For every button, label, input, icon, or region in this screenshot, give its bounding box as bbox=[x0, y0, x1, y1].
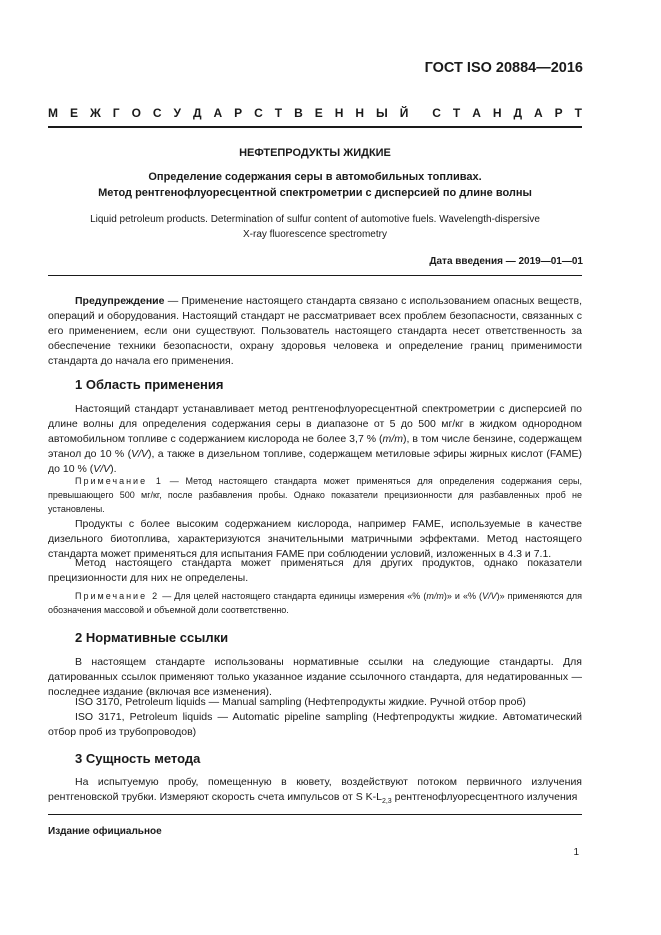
scope-paragraph-1 bbox=[48, 402, 582, 477]
header-rule bbox=[48, 126, 582, 128]
text-run: ), а также в дизельном топливе, содержащем метиловые эфиры жирных кислот (FAME) до 10 % ( bbox=[48, 448, 582, 475]
banner-letter: Т bbox=[574, 106, 582, 120]
section-1-heading: 1 Область применения bbox=[75, 377, 224, 392]
text-run: — Для целей настоящего стандарта единицы измерения «% ( bbox=[159, 591, 427, 601]
page-number: 1 bbox=[573, 847, 579, 858]
section-3-heading: 3 Сущность метода bbox=[75, 751, 201, 766]
unit-vv: V/V bbox=[93, 463, 111, 475]
interstate-standard-banner bbox=[48, 106, 582, 120]
banner-letter: Н bbox=[492, 106, 502, 120]
references-paragraph bbox=[48, 655, 582, 700]
footer-rule bbox=[48, 814, 582, 815]
banner-letter: Т bbox=[452, 106, 461, 120]
subscript: 2,3 bbox=[381, 798, 392, 806]
banner-letter: А bbox=[472, 106, 481, 120]
text-run: На испытуемую пробу, помещенную в кювету, воздействуют потоком первичного излучения рентгеновской трубки. Измеряют скорость счета импульсов от S K-L bbox=[48, 776, 582, 803]
text-run: )» и «% ( bbox=[443, 591, 483, 601]
banner-letter: С bbox=[254, 106, 263, 120]
note-1-text: — Метод настоящего стандарта может применяться для определения содержания серы, превышающего 500 мг/кг, после разбавления пробы. Однако показатели прецизионности для разбавленных проб не установлены. bbox=[48, 476, 582, 514]
scope-paragraph-3 bbox=[48, 556, 582, 586]
banner-letter: С bbox=[432, 106, 441, 120]
banner-letter: А bbox=[534, 106, 543, 120]
banner-letter: Р bbox=[234, 106, 243, 120]
banner-letter: Р bbox=[554, 106, 563, 120]
text-run: В настоящем стандарте использованы нормативные ссылки на следующие стандарты. Для датированных ссылок применяют только указанное издание ссылочного стандарта, для недатированных — последнее издание (включая все изменения). bbox=[48, 656, 582, 698]
unit-mm: m/m bbox=[382, 433, 403, 445]
text-run: )» применяются для обозначения массовой и объемной доли соответственно. bbox=[48, 591, 582, 615]
section-2-heading: 2 Нормативные ссылки bbox=[75, 630, 229, 645]
banner-letter: Ж bbox=[89, 106, 101, 120]
banner-letter: Н bbox=[334, 106, 344, 120]
warning-paragraph bbox=[48, 294, 582, 369]
note-1 bbox=[48, 474, 582, 516]
text-run: ). bbox=[110, 463, 117, 475]
banner-letter: В bbox=[294, 106, 303, 120]
text-run: рентгенофлуоресцентного излучения bbox=[391, 791, 578, 803]
banner-letter: Г bbox=[112, 106, 120, 120]
banner-letter: Т bbox=[274, 106, 283, 120]
text-run: ), в том числе бензине, содержащем этанол до 10 % ( bbox=[48, 433, 583, 460]
banner-letter: Е bbox=[314, 106, 323, 120]
reference-iso-3170 bbox=[48, 695, 582, 710]
banner-letter: О bbox=[131, 106, 141, 120]
subtitle-line-1: Определение содержания серы в автомобильных топливах. bbox=[148, 171, 482, 183]
note-2-label: Примечание 2 bbox=[75, 591, 160, 601]
unit-vv: V/V bbox=[482, 591, 497, 601]
standard-title: НЕФТЕПРОДУКТЫ ЖИДКИЕ bbox=[239, 147, 391, 159]
standard-title-en: Liquid petroleum products. Determination of sulfur content of automotive fuels. Wavelength-dispersive X-ray fluorescence spectrometry bbox=[90, 214, 540, 240]
official-edition-label: Издание официальное bbox=[48, 826, 162, 837]
unit-mm: m/m bbox=[426, 591, 444, 601]
banner-letter: Е bbox=[69, 106, 78, 120]
banner-letter: Д bbox=[513, 106, 523, 120]
banner-letter: Д bbox=[192, 106, 202, 120]
subtitle-line-2: Метод рентгенофлуоресцентной спектрометрии с дисперсией по длине волны bbox=[98, 187, 532, 199]
banner-letter: У bbox=[173, 106, 181, 120]
note-1-label: Примечание 1 bbox=[75, 476, 163, 486]
text-run: Продукты с более высоким содержанием кислорода, например FAME, используемые в качестве дизельного биотоплива, характеризуются значительными матричными эффектами. Метод настоящего стандарта может применяться для испытания FAME при соблюдении условий, изложенных в 4.3 и 7.1. bbox=[48, 518, 582, 560]
date-rule bbox=[48, 275, 582, 276]
note-2 bbox=[48, 589, 582, 617]
banner-letter: М bbox=[48, 106, 58, 120]
banner-letter: С bbox=[152, 106, 162, 120]
introduction-date: Дата введения — 2019—01—01 bbox=[429, 256, 583, 267]
standard-subtitle-ru bbox=[48, 169, 582, 201]
banner-letter: Ы bbox=[375, 106, 388, 120]
unit-vv: V/V bbox=[131, 448, 149, 460]
document-code: ГОСТ ISO 20884—2016 bbox=[424, 60, 583, 76]
banner-letter: А bbox=[213, 106, 223, 120]
banner-letter: Й bbox=[399, 106, 409, 120]
warning-label: Предупреждение bbox=[75, 295, 165, 307]
banner-letter: Н bbox=[355, 106, 364, 120]
reference-iso-3171 bbox=[48, 710, 582, 740]
text-run: ISO 3170, Petroleum liquids — Manual sampling (Нефтепродукты жидкие. Ручной отбор проб) bbox=[75, 696, 526, 708]
text-run: Метод настоящего стандарта может применяться для других продуктов, однако показатели прецизионности для них не определены. bbox=[48, 557, 582, 584]
warning-text: — Применение настоящего стандарта связано с использованием опасных веществ, операций и оборудования. Настоящий стандарт не рассматривает всех проблем безопасности, связанных с его применением, если они существуют. Пользователь настоящего стандарта несет ответственность за обеспечение техники безопасности, охрану здоровья человека и определение границ применимости стандарта до начала его применения. bbox=[48, 295, 582, 367]
text-run: Настоящий стандарт устанавливает метод рентгенофлуоресцентной спектрометрии с дисперсией по длине волны для определения содержания серы в диапазоне от 5 до 500 мг/кг в жидком однородном автомобильном топливе с содержанием кислорода не более 3,7 % ( bbox=[48, 403, 582, 445]
method-paragraph bbox=[48, 775, 582, 809]
text-run: ISO 3171, Petroleum liquids — Automatic pipeline sampling (Нефтепродукты жидкие. Автоматический отбор проб из трубопроводов) bbox=[48, 711, 582, 738]
